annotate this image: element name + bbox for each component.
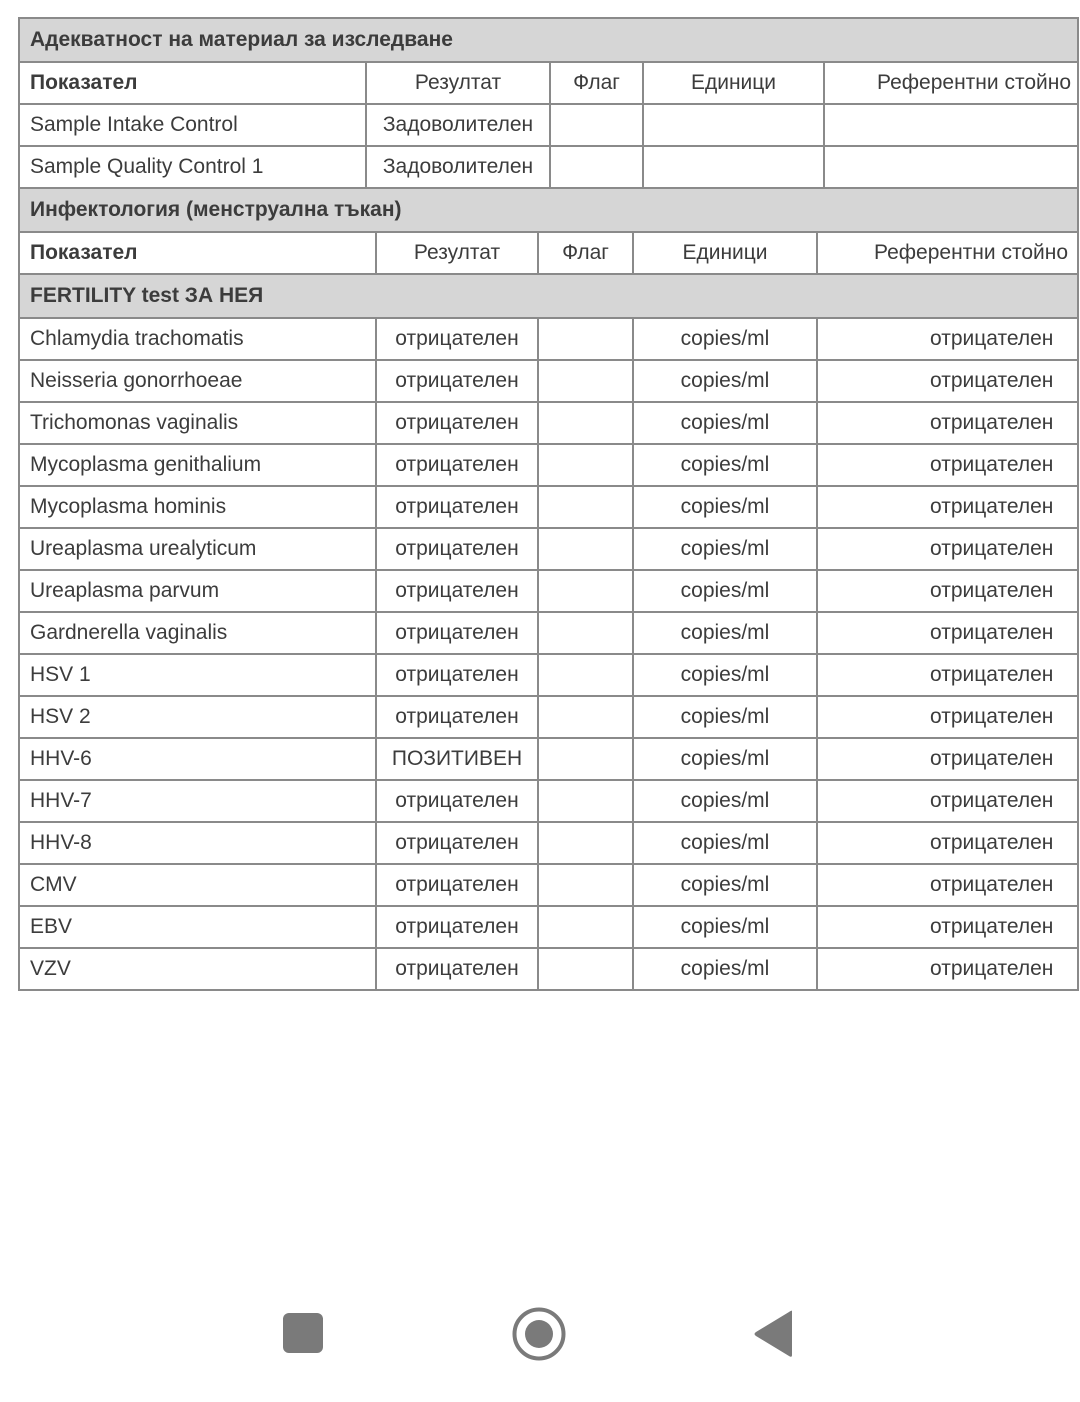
column-headers — [19, 62, 1078, 104]
flag-cell — [538, 654, 633, 696]
reference-cell: отрицателен — [817, 822, 1078, 864]
header-flag: Флаг — [550, 62, 643, 104]
units-cell: copies/ml — [633, 528, 817, 570]
indicator-cell: EBV — [19, 906, 376, 948]
units-cell: copies/ml — [633, 948, 817, 990]
table-row — [19, 360, 1078, 402]
units-cell: copies/ml — [633, 906, 817, 948]
reference-cell: отрицателен — [817, 780, 1078, 822]
units-cell: copies/ml — [633, 444, 817, 486]
infectology-table — [18, 187, 1079, 991]
reference-cell: отрицателен — [817, 948, 1078, 990]
flag-cell — [538, 444, 633, 486]
flag-cell — [538, 738, 633, 780]
flag-cell — [538, 360, 633, 402]
indicator-cell: Gardnerella vaginalis — [19, 612, 376, 654]
flag-cell — [538, 486, 633, 528]
indicator-cell: Trichomonas vaginalis — [19, 402, 376, 444]
header-flag: Флаг — [538, 232, 633, 274]
units-cell: copies/ml — [633, 570, 817, 612]
home-icon[interactable] — [510, 1305, 568, 1363]
result-cell: Задоволителен — [366, 104, 550, 146]
result-cell: отрицателен — [376, 570, 538, 612]
section-header — [19, 188, 1078, 232]
indicator-cell: Sample Quality Control 1 — [19, 146, 366, 188]
units-cell: copies/ml — [633, 612, 817, 654]
result-cell: отрицателен — [376, 780, 538, 822]
result-cell: отрицателен — [376, 402, 538, 444]
subsection-title: FERTILITY test ЗА НЕЯ — [19, 274, 1078, 318]
flag-cell — [538, 318, 633, 360]
section-header — [19, 18, 1078, 62]
result-cell: отрицателен — [376, 360, 538, 402]
units-cell: copies/ml — [633, 738, 817, 780]
reference-cell: отрицателен — [817, 906, 1078, 948]
indicator-cell: HSV 1 — [19, 654, 376, 696]
table-row — [19, 780, 1078, 822]
result-cell: отрицателен — [376, 486, 538, 528]
indicator-cell: Mycoplasma hominis — [19, 486, 376, 528]
reference-cell: отрицателен — [817, 570, 1078, 612]
units-cell: copies/ml — [633, 822, 817, 864]
indicator-cell: Ureaplasma urealyticum — [19, 528, 376, 570]
indicator-cell: Neisseria gonorrhoeae — [19, 360, 376, 402]
table-row — [19, 864, 1078, 906]
table-row — [19, 444, 1078, 486]
flag-cell — [538, 864, 633, 906]
header-units: Единици — [643, 62, 824, 104]
flag-cell — [550, 146, 643, 188]
indicator-cell: HSV 2 — [19, 696, 376, 738]
header-indicator: Показател — [19, 232, 376, 274]
reference-cell: отрицателен — [817, 318, 1078, 360]
reference-cell: отрицателен — [817, 654, 1078, 696]
result-cell: Задоволителен — [366, 146, 550, 188]
header-units: Единици — [633, 232, 817, 274]
units-cell: copies/ml — [633, 318, 817, 360]
subsection-header — [19, 274, 1078, 318]
reference-cell: отрицателен — [817, 738, 1078, 780]
indicator-cell: HHV-8 — [19, 822, 376, 864]
units-cell: copies/ml — [633, 360, 817, 402]
result-cell: отрицателен — [376, 318, 538, 360]
table-row — [19, 906, 1078, 948]
reference-cell — [824, 104, 1078, 146]
table-row — [19, 104, 1078, 146]
header-indicator: Показател — [19, 62, 366, 104]
recents-icon[interactable] — [282, 1312, 324, 1354]
table-row — [19, 612, 1078, 654]
indicator-cell: Chlamydia trachomatis — [19, 318, 376, 360]
flag-cell — [538, 570, 633, 612]
flag-cell — [538, 948, 633, 990]
indicator-cell: CMV — [19, 864, 376, 906]
units-cell: copies/ml — [633, 780, 817, 822]
flag-cell — [550, 104, 643, 146]
result-cell: отрицателен — [376, 696, 538, 738]
result-cell: отрицателен — [376, 906, 538, 948]
table-row — [19, 528, 1078, 570]
indicator-cell: Mycoplasma genithalium — [19, 444, 376, 486]
result-cell: отрицателен — [376, 444, 538, 486]
table-row — [19, 318, 1078, 360]
table-row — [19, 146, 1078, 188]
reference-cell: отрицателен — [817, 486, 1078, 528]
indicator-cell: Sample Intake Control — [19, 104, 366, 146]
flag-cell — [538, 906, 633, 948]
header-result: Резултат — [366, 62, 550, 104]
reference-cell: отрицателен — [817, 360, 1078, 402]
result-cell: отрицателен — [376, 948, 538, 990]
table-row — [19, 948, 1078, 990]
adequacy-table — [18, 17, 1079, 189]
result-cell: отрицателен — [376, 528, 538, 570]
result-cell: отрицателен — [376, 654, 538, 696]
table-row — [19, 486, 1078, 528]
result-cell: ПОЗИТИВЕН — [376, 738, 538, 780]
header-result: Резултат — [376, 232, 538, 274]
reference-cell: отрицателен — [817, 528, 1078, 570]
units-cell: copies/ml — [633, 402, 817, 444]
units-cell: copies/ml — [633, 696, 817, 738]
units-cell: copies/ml — [633, 486, 817, 528]
reference-cell: отрицателен — [817, 612, 1078, 654]
units-cell: copies/ml — [633, 864, 817, 906]
indicator-cell: VZV — [19, 948, 376, 990]
flag-cell — [538, 780, 633, 822]
result-cell: отрицателен — [376, 864, 538, 906]
result-cell: отрицателен — [376, 822, 538, 864]
indicator-cell: HHV-7 — [19, 780, 376, 822]
table-row — [19, 402, 1078, 444]
reference-cell: отрицателен — [817, 864, 1078, 906]
section-title: Адекватност на материал за изследване — [19, 18, 1078, 62]
table-row — [19, 696, 1078, 738]
back-icon[interactable] — [750, 1308, 796, 1360]
header-reference: Референтни стойно — [817, 232, 1078, 274]
result-cell: отрицателен — [376, 612, 538, 654]
indicator-cell: Ureaplasma parvum — [19, 570, 376, 612]
flag-cell — [538, 612, 633, 654]
table-row — [19, 654, 1078, 696]
units-cell: copies/ml — [633, 654, 817, 696]
flag-cell — [538, 822, 633, 864]
section-title: Инфектология (менструална тъкан) — [19, 188, 1078, 232]
header-reference: Референтни стойно — [824, 62, 1078, 104]
table-row — [19, 822, 1078, 864]
units-cell — [643, 146, 824, 188]
indicator-cell: HHV-6 — [19, 738, 376, 780]
flag-cell — [538, 402, 633, 444]
column-headers — [19, 232, 1078, 274]
reference-cell — [824, 146, 1078, 188]
units-cell — [643, 104, 824, 146]
flag-cell — [538, 696, 633, 738]
reference-cell: отрицателен — [817, 444, 1078, 486]
reference-cell: отрицателен — [817, 696, 1078, 738]
flag-cell — [538, 528, 633, 570]
table-row — [19, 738, 1078, 780]
reference-cell: отрицателен — [817, 402, 1078, 444]
table-row — [19, 570, 1078, 612]
